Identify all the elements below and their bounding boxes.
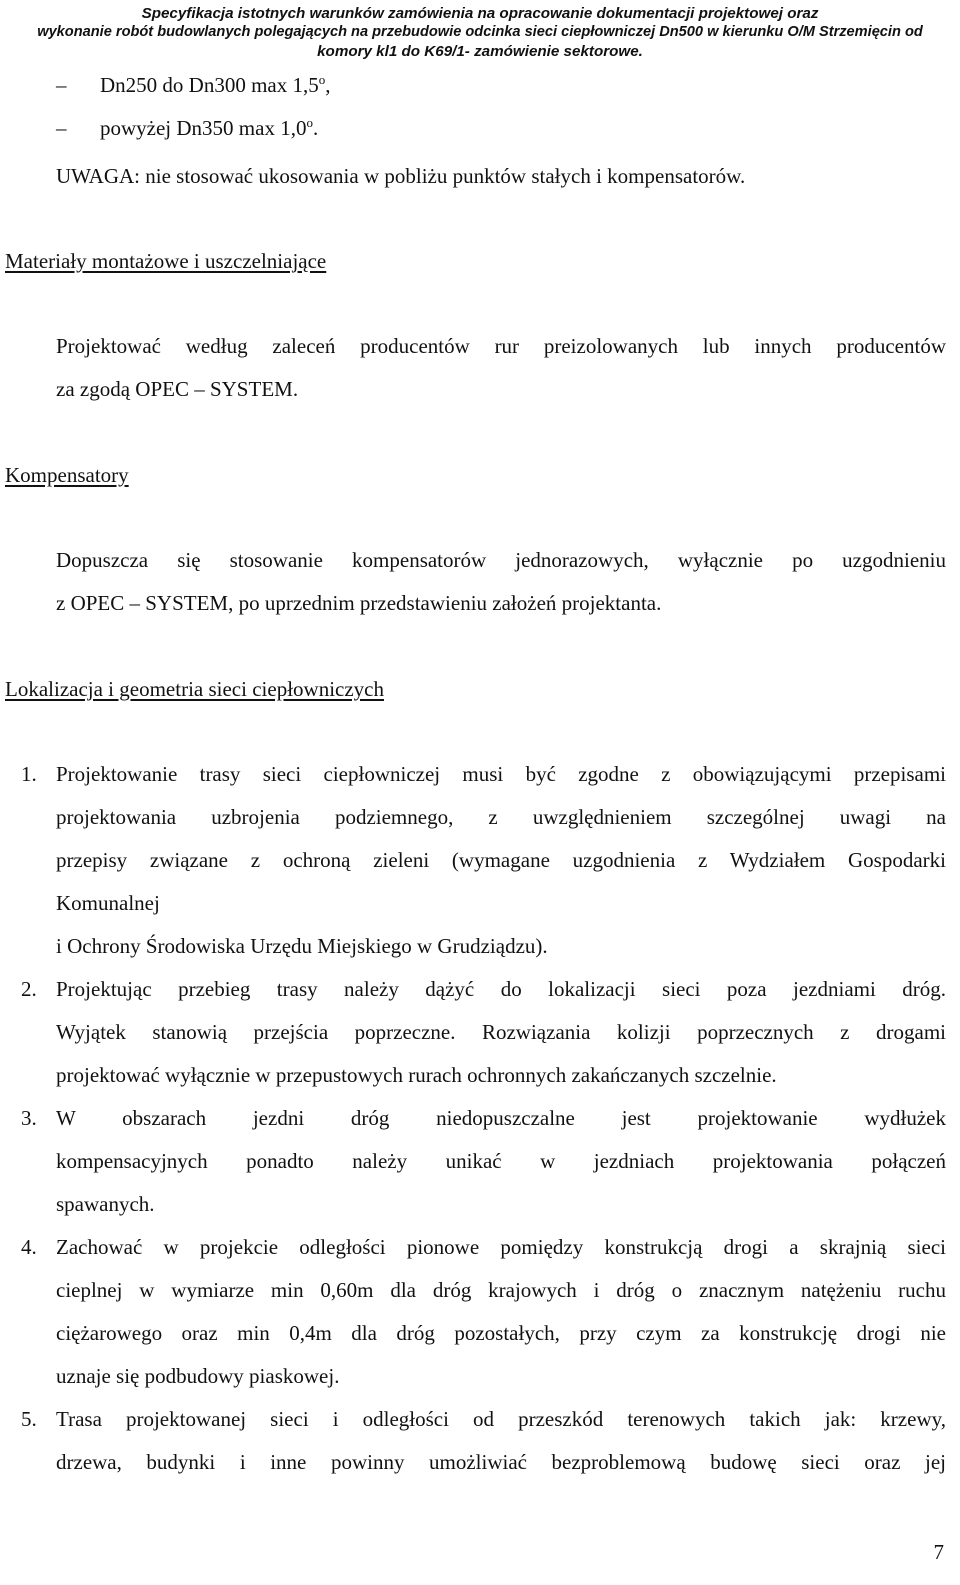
section-heading-location: Lokalizacja i geometria sieci ciepłowniczych [5,677,384,701]
materials-line: Projektować według zaleceń producentów rur preizolowanych lub innych producentów [56,334,946,358]
list-line: ciężarowego oraz min 0,4m dla dróg pozostałych, przy czym za konstrukcję drogi nie [56,1321,946,1345]
list-line: i Ochrony Środowiska Urzędu Miejskiego w Grudziądzu). [56,934,548,958]
section-heading-compensators: Kompensatory [5,463,129,487]
degree-sup: o [318,72,326,87]
list-line: W obszarach jezdni dróg niedopuszczalne jest projektowanie wydłużek [56,1106,946,1130]
list-line: kompensacyjnych ponadto należy unikać w jezdniach projektowania połączeń [56,1149,946,1173]
list-number: 3. [21,1106,37,1130]
list-line: uznaje się podbudowy piaskowej. [56,1364,340,1388]
list-line: projektować wyłącznie w przepustowych rurach ochronnych zakańczanych szczelnie. [56,1063,777,1087]
page-number: 7 [933,1540,944,1564]
bullet-text: powyżej Dn350 max 1,0 [100,116,307,140]
compensators-line: z OPEC – SYSTEM, po uprzednim przedstawieniu założeń projektanta. [56,591,662,615]
list-number: 2. [21,977,37,1001]
list-number: 5. [21,1407,37,1431]
list-line: Komunalnej [56,891,160,915]
compensators-line: Dopuszcza się stosowanie kompensatorów jednorazowych, wyłącznie po uzgodnieniu [56,548,946,572]
bullet-tail: , [325,73,331,97]
document-header [0,4,960,61]
list-line: Projektowanie trasy sieci ciepłowniczej musi być zgodne z obowiązującymi przepisami [56,762,946,786]
dash-marker: – [56,73,67,97]
list-number: 4. [21,1235,37,1259]
list-line: Projektując przebieg trasy należy dążyć do lokalizacji sieci poza jezdniami dróg. [56,977,946,1001]
header-line-3: komory kl1 do K69/1- zamówienie sektorowe. [317,43,643,60]
materials-line: za zgodą OPEC – SYSTEM. [56,377,299,401]
list-line: Trasa projektowanej sieci i odległości od przeszkód terenowych takich jak: krzewy, [56,1407,946,1431]
header-line-2: wykonanie robót budowlanych polegających na przebudowie odcinka sieci ciepłowniczej Dn500 w kierunku O/M Strzemięcin od [37,24,923,40]
list-line: Zachować w projekcie odległości pionowe pomiędzy konstrukcją drogi a skrajnią sieci [56,1235,946,1259]
list-number: 1. [21,762,37,786]
bullet-text: Dn250 do Dn300 max 1,5 [100,73,319,97]
list-line: drzewa, budynki i inne powinny umożliwiać bezproblemową budowę sieci oraz jej [56,1450,946,1474]
list-line: przepisy związane z ochroną zieleni (wymagane uzgodnienia z Wydziałem Gospodarki [56,848,946,872]
list-line: cieplnej w wymiarze min 0,60m dla dróg krajowych i dróg o znacznym natężeniu ruchu [56,1278,946,1302]
list-line: projektowania uzbrojenia podziemnego, z uwzględnieniem szczególnej uwagi na [56,805,946,829]
list-line: spawanych. [56,1192,155,1216]
section-heading-materials: Materiały montażowe i uszczelniające [5,249,327,273]
bullet-item [56,72,331,98]
list-line: Wyjątek stanowią przejścia poprzeczne. Rozwiązania kolizji poprzecznych z drogami [56,1020,946,1044]
note-paragraph: UWAGA: nie stosować ukosowania w pobliżu punktów stałych i kompensatorów. [56,164,746,188]
bullet-tail: . [312,116,319,140]
degree-sup: o [306,115,313,130]
dash-marker: – [56,116,67,140]
bullet-item [56,115,318,141]
header-line-1: Specyfikacja istotnych warunków zamówienia na opracowanie dokumentacji projektowej oraz [141,5,819,22]
